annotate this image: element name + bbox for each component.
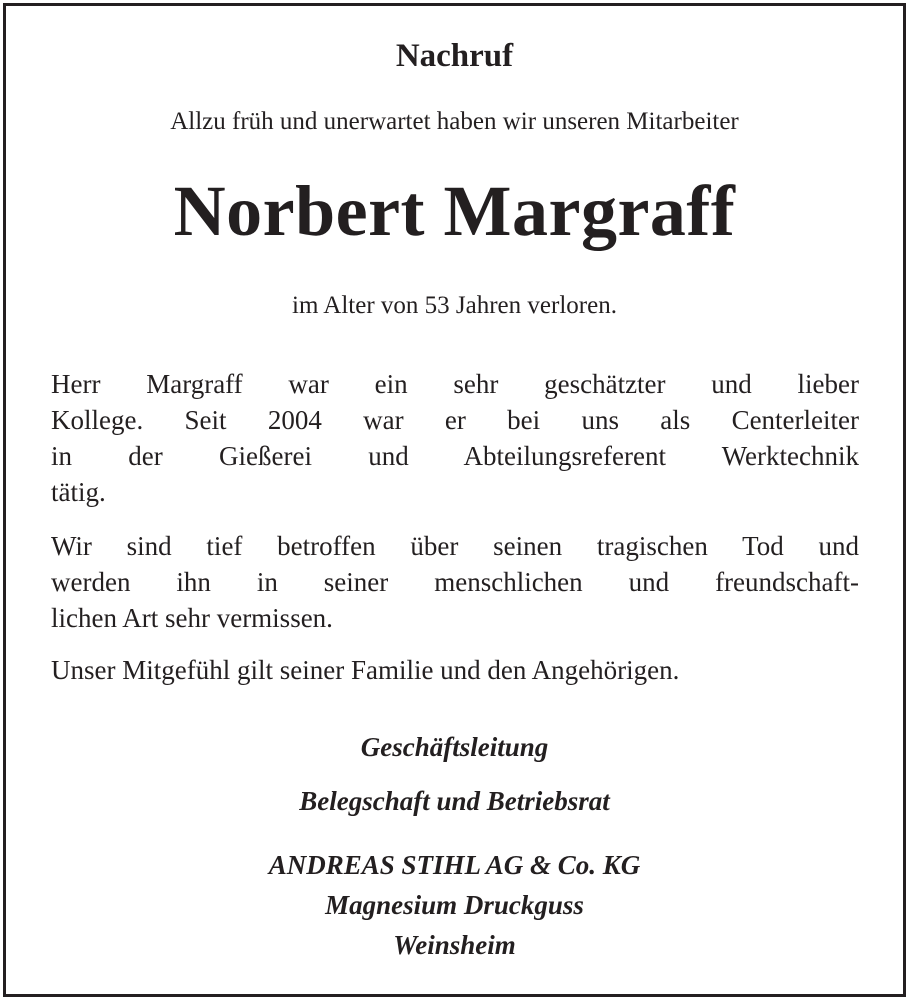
paragraph-line: lichen Art sehr vermissen. [51,603,333,633]
paragraph-line: Kollege. Seit 2004 war er bei uns als Centerleiter [51,405,859,435]
signature-division: Magnesium Druckguss [325,890,584,920]
paragraph-line: Herr Margraff war ein sehr geschätzter und lieber [51,369,859,399]
notice-title: Nachruf [395,38,514,74]
signature-company: ANDREAS STIHL AG & Co. KG [268,850,641,880]
paragraph-career [51,366,859,510]
paragraph-line: tätig. [51,477,106,507]
signature-location: Weinsheim [393,930,516,960]
age-line: im Alter von 53 Jahren verloren. [292,292,617,319]
intro-text: Allzu früh und unerwartet haben wir unseren Mitarbeiter [170,108,739,135]
signature-management: Geschäftsleitung [360,732,549,762]
paragraph-line: in der Gießerei und Abteilungsreferent Werktechnik [51,441,859,471]
deceased-name: Norbert Margraff [173,171,736,251]
paragraph-sympathy: Unser Mitgefühl gilt seiner Familie und den Angehörigen. [51,655,680,685]
paragraph-condolence [51,528,859,636]
signature-staff: Belegschaft und Betriebsrat [299,786,610,816]
paragraph-line: werden ihn in seiner menschlichen und freundschaft- [51,567,859,597]
paragraph-line: Wir sind tief betroffen über seinen tragischen Tod und [51,531,859,561]
